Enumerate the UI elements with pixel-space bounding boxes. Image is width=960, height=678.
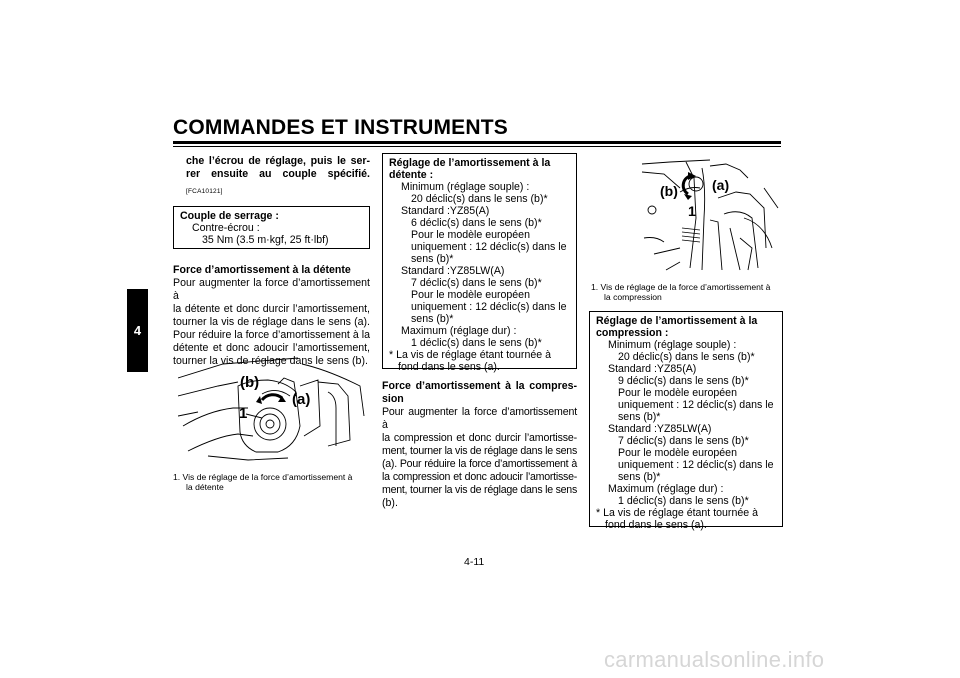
setting-line: Pour le modèle européen xyxy=(411,289,530,301)
setting-line: Pour le modèle européen xyxy=(618,447,737,459)
caption-line: la détente xyxy=(186,482,224,492)
setting-line: Standard :YZ85LW(A) xyxy=(608,423,712,435)
setting-line: uniquement : 12 déclic(s) dans le xyxy=(411,301,567,313)
intro-line: rer ensuite au couple spécifié. xyxy=(186,168,370,180)
compression-settings-box xyxy=(589,311,783,531)
setting-footnote: fond dans le sens (a). xyxy=(398,361,500,373)
setting-line: 20 déclic(s) dans le sens (b)* xyxy=(411,193,548,205)
caption-line: 1. Vis de réglage de la force d’amortissement à xyxy=(591,282,771,292)
header-rule-thin xyxy=(173,146,781,147)
caption-line: la compression xyxy=(604,292,662,302)
setting-line: 6 déclic(s) dans le sens (b)* xyxy=(411,217,542,229)
compression-line: Pour augmenter la force d’amortissement à xyxy=(382,406,577,431)
figure-caption-compression xyxy=(591,282,791,302)
setting-line: uniquement : 12 déclic(s) dans le xyxy=(618,399,774,411)
figure-caption-rebound xyxy=(173,472,373,492)
setting-line: 1 déclic(s) dans le sens (b)* xyxy=(618,495,749,507)
column-left xyxy=(173,155,370,368)
rebound-line: la détente et donc durcir l’amortissement, xyxy=(173,303,370,315)
header-rule xyxy=(173,141,781,144)
setting-line: Maximum (réglage dur) : xyxy=(401,325,517,337)
setting-line: 20 déclic(s) dans le sens (b)* xyxy=(618,351,755,363)
compression-heading: sion xyxy=(382,393,404,405)
setting-line: Pour le modèle européen xyxy=(411,229,530,241)
torque-box-value: 35 Nm (3.5 m·kgf, 25 ft·lbf) xyxy=(202,234,329,246)
setting-line: 9 déclic(s) dans le sens (b)* xyxy=(618,375,749,387)
compression-line: ment, tourner la vis de réglage dans le sens xyxy=(382,445,577,457)
rebound-line: tourner la vis de réglage dans le sens (a). xyxy=(173,316,370,328)
rebound-section xyxy=(173,264,370,368)
setting-line: sens (b)* xyxy=(618,471,661,483)
setting-line: sens (b)* xyxy=(618,411,661,423)
setting-line: Minimum (réglage souple) : xyxy=(608,339,737,351)
setting-footnote: fond dans le sens (a). xyxy=(605,519,707,531)
setting-line: Maximum (réglage dur) : xyxy=(608,483,724,495)
torque-spec-box xyxy=(173,206,370,249)
watermark-text: carmanualsonline.info xyxy=(604,647,825,672)
setting-line: sens (b)* xyxy=(411,313,454,325)
caption-line: 1. Vis de réglage de la force d’amortissement à xyxy=(173,472,353,482)
chapter-number: 4 xyxy=(133,323,142,338)
rebound-line: tourner la vis de réglage dans le sens (b). xyxy=(173,355,368,367)
reference-code: [FCA10121] xyxy=(186,188,223,195)
box-title: Réglage de l’amortissement à la xyxy=(596,315,758,327)
compression-line: (b). xyxy=(382,497,398,509)
chapter-tab xyxy=(127,289,148,372)
rebound-heading: Force d’amortissement à la détente xyxy=(173,264,351,276)
compression-line: (a). Pour réduire la force d’amortissement à xyxy=(382,458,577,470)
page-number: 4-11 xyxy=(464,556,485,568)
intro-line: che l’écrou de réglage, puis le ser- xyxy=(186,155,370,167)
setting-line: uniquement : 12 déclic(s) dans le xyxy=(618,459,774,471)
setting-line: Minimum (réglage souple) : xyxy=(401,181,530,193)
setting-footnote: * La vis de réglage étant tournée à xyxy=(389,349,551,361)
box-title: Réglage de l’amortissement à la xyxy=(389,157,551,169)
box-title: compression : xyxy=(596,327,669,339)
compression-heading: Force d’amortissement à la compres- xyxy=(382,380,577,392)
torque-box-title: Couple de serrage : xyxy=(180,210,279,222)
setting-line: Standard :YZ85LW(A) xyxy=(401,265,505,277)
compression-line: la compression et donc durcir l’amortisse- xyxy=(382,432,577,444)
intro-text xyxy=(173,155,370,181)
compression-adjuster-figure xyxy=(640,158,782,274)
rebound-line: détente et donc adoucir l’amortissement, xyxy=(173,342,370,354)
setting-line: Pour le modèle européen xyxy=(618,387,737,399)
rebound-adjuster-figure xyxy=(178,356,368,464)
setting-line: Standard :YZ85(A) xyxy=(401,205,490,217)
label-a: (a) xyxy=(292,391,311,408)
label-b: (b) xyxy=(660,183,678,199)
torque-box-item: Contre-écrou : xyxy=(192,222,260,234)
label-1: 1 xyxy=(239,405,248,422)
setting-line: sens (b)* xyxy=(411,253,454,265)
box-title: détente : xyxy=(389,169,434,181)
compression-line: la compression et donc adoucir l’amortisse- xyxy=(382,471,577,483)
setting-line: 7 déclic(s) dans le sens (b)* xyxy=(618,435,749,447)
setting-line: 7 déclic(s) dans le sens (b)* xyxy=(411,277,542,289)
setting-line: uniquement : 12 déclic(s) dans le xyxy=(411,241,567,253)
compression-section xyxy=(382,380,577,510)
setting-footnote: * La vis de réglage étant tournée à xyxy=(596,507,758,519)
label-a: (a) xyxy=(712,177,730,193)
page-title: COMMANDES ET INSTRUMENTS xyxy=(173,116,508,139)
rebound-line: Pour réduire la force d’amortissement à la xyxy=(173,329,370,341)
label-b: (b) xyxy=(240,374,260,391)
rebound-settings-box xyxy=(382,153,577,373)
label-1: 1 xyxy=(688,203,696,219)
setting-line: Standard :YZ85(A) xyxy=(608,363,697,375)
setting-line: 1 déclic(s) dans le sens (b)* xyxy=(411,337,542,349)
compression-line: ment, tourner la vis de réglage dans le sens xyxy=(382,484,577,496)
rebound-line: Pour augmenter la force d’amortissement à xyxy=(173,277,370,302)
